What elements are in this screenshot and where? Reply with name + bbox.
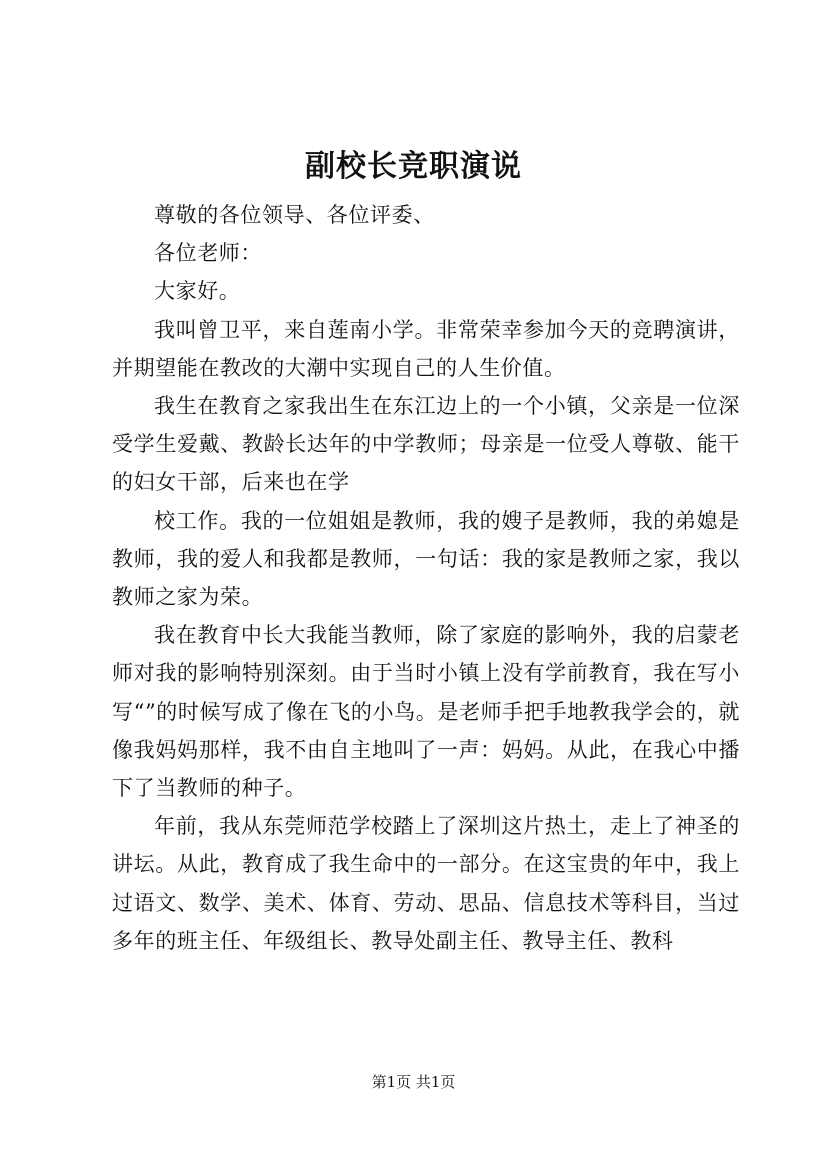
paragraph-family: 我生在教育之家我出生在东江边上的一个小镇，父亲是一位深受学生爱戴、教龄长达年的中学教师；母亲是一位受人尊敬、能干的妇女干部，后来也在学 xyxy=(112,394,740,495)
paragraph-introduction: 我叫曾卫平，来自莲南小学。非常荣幸参加今天的竞聘演讲，并期望能在教改的大潮中实现自己的人生价值。 xyxy=(112,317,740,380)
greeting: 大家好。 xyxy=(154,279,241,304)
salutation-line-2: 各位老师： xyxy=(154,241,262,266)
page-footer: 第1页 共1页 xyxy=(371,1073,456,1091)
paragraph-career: 年前，我从东莞师范学校踏上了深圳这片热土，走上了神圣的讲坛。从此，教育成了我生命中的一部分。在这宝贵的年中，我上过语文、数学、美术、体育、劳动、思品、信息技术等科目，当过多年的班主任、年级组长、教导处副主任、教导主任、教科 xyxy=(112,814,740,953)
paragraph-growing-up: 我在教育中长大我能当教师，除了家庭的影响外，我的启蒙老师对我的影响特别深刻。由于当时小镇上没有学前教育，我在写小写“”的时候写成了像在飞的小鸟。是老师手把手地教我学会的，就像我妈妈那样，我不由自主地叫了一声：妈妈。从此，在我心中播下了当教师的种子。 xyxy=(112,623,740,801)
salutation-line-1: 尊敬的各位领导、各位评委、 xyxy=(154,203,435,227)
paragraph-teacher-family: 校工作。我的一位姐姐是教师，我的嫂子是教师，我的弟媳是教师，我的爱人和我都是教师，一句话：我的家是教师之家，我以教师之家为荣。 xyxy=(112,508,740,610)
document-title: 副校长竞职演说 xyxy=(305,149,522,184)
document-body xyxy=(112,196,740,960)
